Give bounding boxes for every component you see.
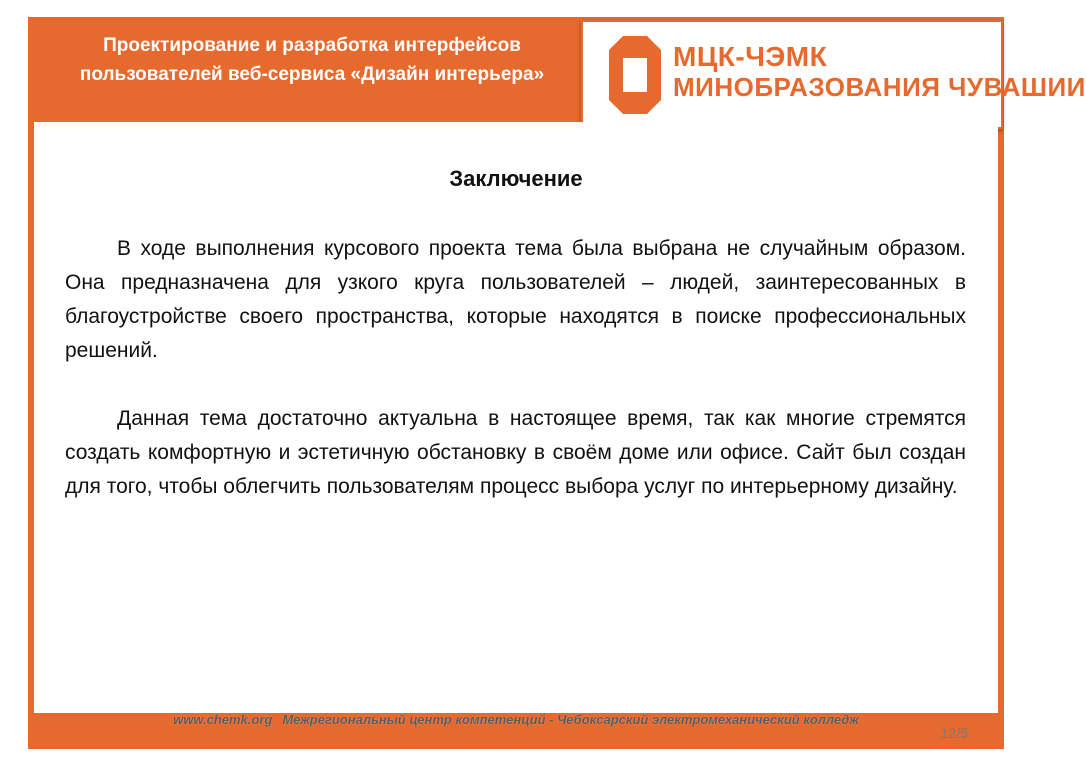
- logo-emblem-icon: [607, 32, 663, 118]
- page-number: 12/5: [940, 725, 968, 741]
- college-logo: [581, 20, 1086, 129]
- slide-title: Проектирование и разработка интерфейсов пользователей веб-сервиса «Дизайн интерьера»: [79, 35, 545, 85]
- footer: [28, 712, 1004, 727]
- slide-content: [34, 122, 998, 713]
- logo-text-line1: МЦК-ЧЭМК: [673, 41, 828, 72]
- footer-url: www.chemk.org: [173, 712, 273, 727]
- paragraph-1: В ходе выполнения курсового проекта тема была выбрана не случайным образом. Она предназначена для узкого круга пользователей – людей, заинтересованных в благоустройстве своего пространства, которые находятся в поиске профессиональных решений.: [65, 237, 966, 362]
- paragraph-2: Данная тема достаточно актуальна в настоящее время, так как многие стремятся создать комфортную и эстетичную обстановку в своём доме или офисе. Сайт был создан для того, чтобы облегчить пользователям процесс выбора услуг по интерьерному дизайну.: [65, 407, 966, 498]
- body-text: [65, 232, 966, 504]
- slide-frame: [28, 17, 1086, 749]
- logo-text-line2: МИНОБРАЗОВАНИЯ ЧУВАШИИ: [673, 72, 1086, 102]
- section-heading: Заключение: [449, 166, 583, 191]
- footer-organization: Межрегиональный центр компетенций - Чебоксарский электромеханический колледж: [282, 712, 859, 727]
